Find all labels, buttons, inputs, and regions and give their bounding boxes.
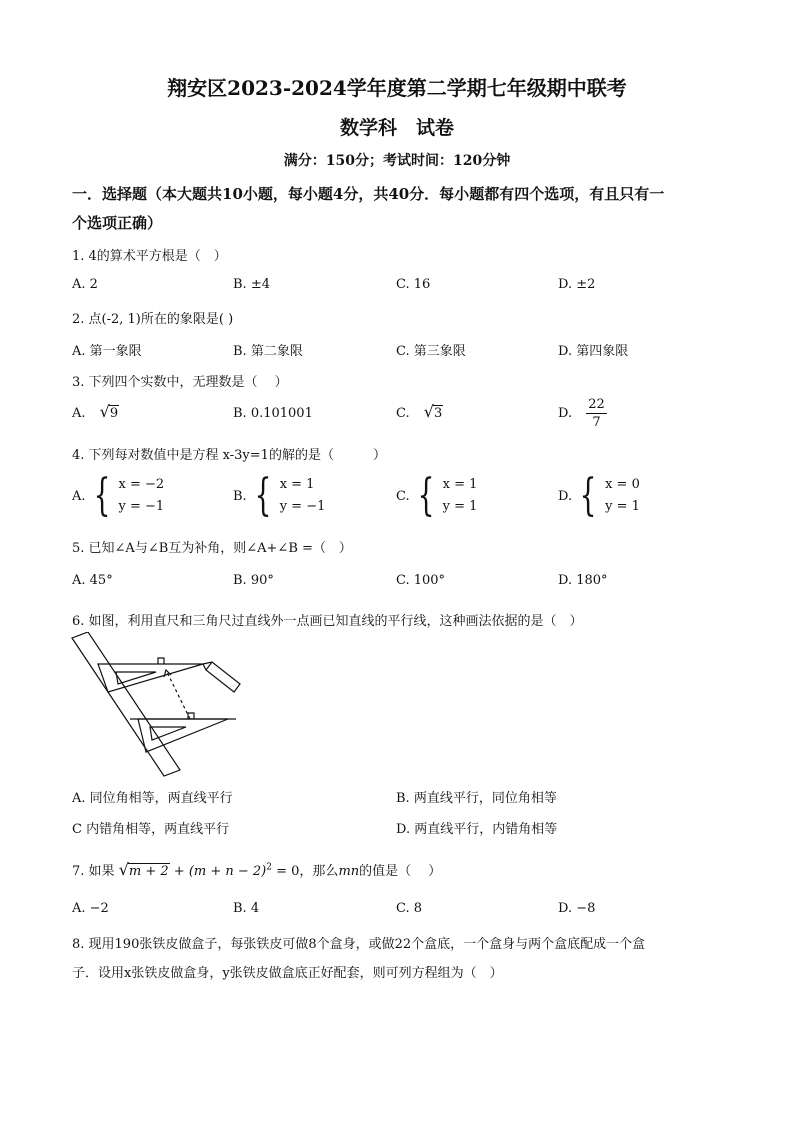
q4-option-b: B. { x = 1 y = −1 [233, 470, 326, 521]
q8-stem-line2: 子．设用x张铁皮做盒身，y张铁皮做盒底正好配套，则可列方程组为（ ） [72, 966, 503, 981]
q6-option-d: D. 两直线平行，内错角相等 [396, 822, 558, 837]
q1-option-d: D. ±2 [558, 277, 596, 292]
q5-stem: 5. 已知∠A与∠B互为补角，则∠A+∠B =（ ） [72, 541, 352, 556]
fraction: $\frac{22}{7}$ [588, 397, 605, 430]
q2-option-b: B. 第二象限 [233, 344, 303, 359]
q7-option-c: C. 8 [396, 901, 423, 916]
upper-triangle-inner [116, 672, 156, 684]
q4-option-d: D. { x = 0 y = 1 [558, 470, 640, 521]
brace-icon: { [579, 470, 597, 521]
q1-stem: 1. 4的算术平方根是（ ） [72, 249, 227, 264]
sqrt-expression: √ m + 2 [118, 860, 169, 879]
q3-option-a: A. √ 9 [72, 402, 119, 421]
exam-title: 翔安区2023-2024学年度第二学期七年级期中联考 [167, 76, 627, 100]
q4-option-c: C. { x = 1 y = 1 [396, 470, 478, 521]
sqrt-icon: √ [423, 402, 434, 421]
q6-option-c: C 内错角相等，两直线平行 [72, 822, 230, 837]
q3-option-d: D. $\frac{22}{7}$ [558, 397, 605, 430]
q6-option-b: B. 两直线平行，同位角相等 [396, 791, 557, 806]
q7-stem: 7. 如果 √ m + 2 + $(m + n - 2)^2 = 0$，那么mn的值是（ ） [72, 860, 442, 879]
ruler-shape [72, 632, 180, 776]
translation-path [166, 670, 190, 719]
ruler-triangle-figure [68, 632, 248, 777]
sqrt-icon: √ [118, 860, 129, 879]
q1-option-c: C. 16 [396, 277, 431, 292]
q4-option-a: A. { x = −2 y = −1 [72, 470, 165, 521]
q4-stem: 4. 下列每对数值中是方程 x-3y=1的解的是（ ） [72, 448, 386, 463]
q6-option-a: A. 同位角相等，两直线平行 [72, 791, 233, 806]
q5-option-d: D. 180° [558, 573, 608, 588]
q2-option-c: C. 第三象限 [396, 344, 466, 359]
q3-option-c: C. √ 3 [396, 402, 443, 421]
q7-option-d: D. −8 [558, 901, 596, 916]
upper-triangle [98, 664, 203, 692]
sqrt-expression: √ 9 [99, 402, 119, 421]
q3-option-b: B. 0.101001 [233, 406, 313, 421]
q5-option-c: C. 100° [396, 573, 446, 588]
q5-option-a: A. 45° [72, 573, 113, 588]
exam-meta: 满分：150分；考试时间：120分钟 [283, 153, 511, 169]
brace-icon: { [254, 470, 272, 521]
q1-option-b: B. ±4 [233, 277, 270, 292]
q3-stem: 3. 下列四个实数中，无理数是（ ） [72, 375, 288, 390]
q8-stem-line1: 8. 现用190张铁皮做盒子，每张铁皮可做8个盒身，或做22个盒底，一个盒身与两个盒底配成一个盒 [72, 937, 646, 952]
sqrt-expression: √ 3 [423, 402, 443, 421]
q6-stem: 6. 如图，利用直尺和三角尺过直线外一点画已知直线的平行线，这种画法依据的是（ ） [72, 614, 583, 629]
section-heading: 一．选择题（本大题共10小题，每小题4分，共40分．每小题都有四个选项，有且只有一 [72, 185, 665, 203]
exam-subtitle: 数学科 试卷 [339, 117, 454, 139]
sqrt-icon: √ [99, 402, 110, 421]
section-heading-cont: 个选项正确） [72, 214, 163, 232]
right-angle-mark [158, 658, 164, 664]
q2-option-d: D. 第四象限 [558, 344, 629, 359]
q2-stem: 2. 点(-2, 1)所在的象限是( ) [72, 312, 234, 327]
q7-option-b: B. 4 [233, 901, 260, 916]
q1-option-a: A. 2 [72, 277, 98, 292]
q7-option-a: A. −2 [72, 901, 109, 916]
brace-icon: { [93, 470, 110, 521]
brace-icon: { [417, 470, 435, 521]
q2-option-a: A. 第一象限 [72, 344, 142, 359]
q5-option-b: B. 90° [233, 573, 274, 588]
